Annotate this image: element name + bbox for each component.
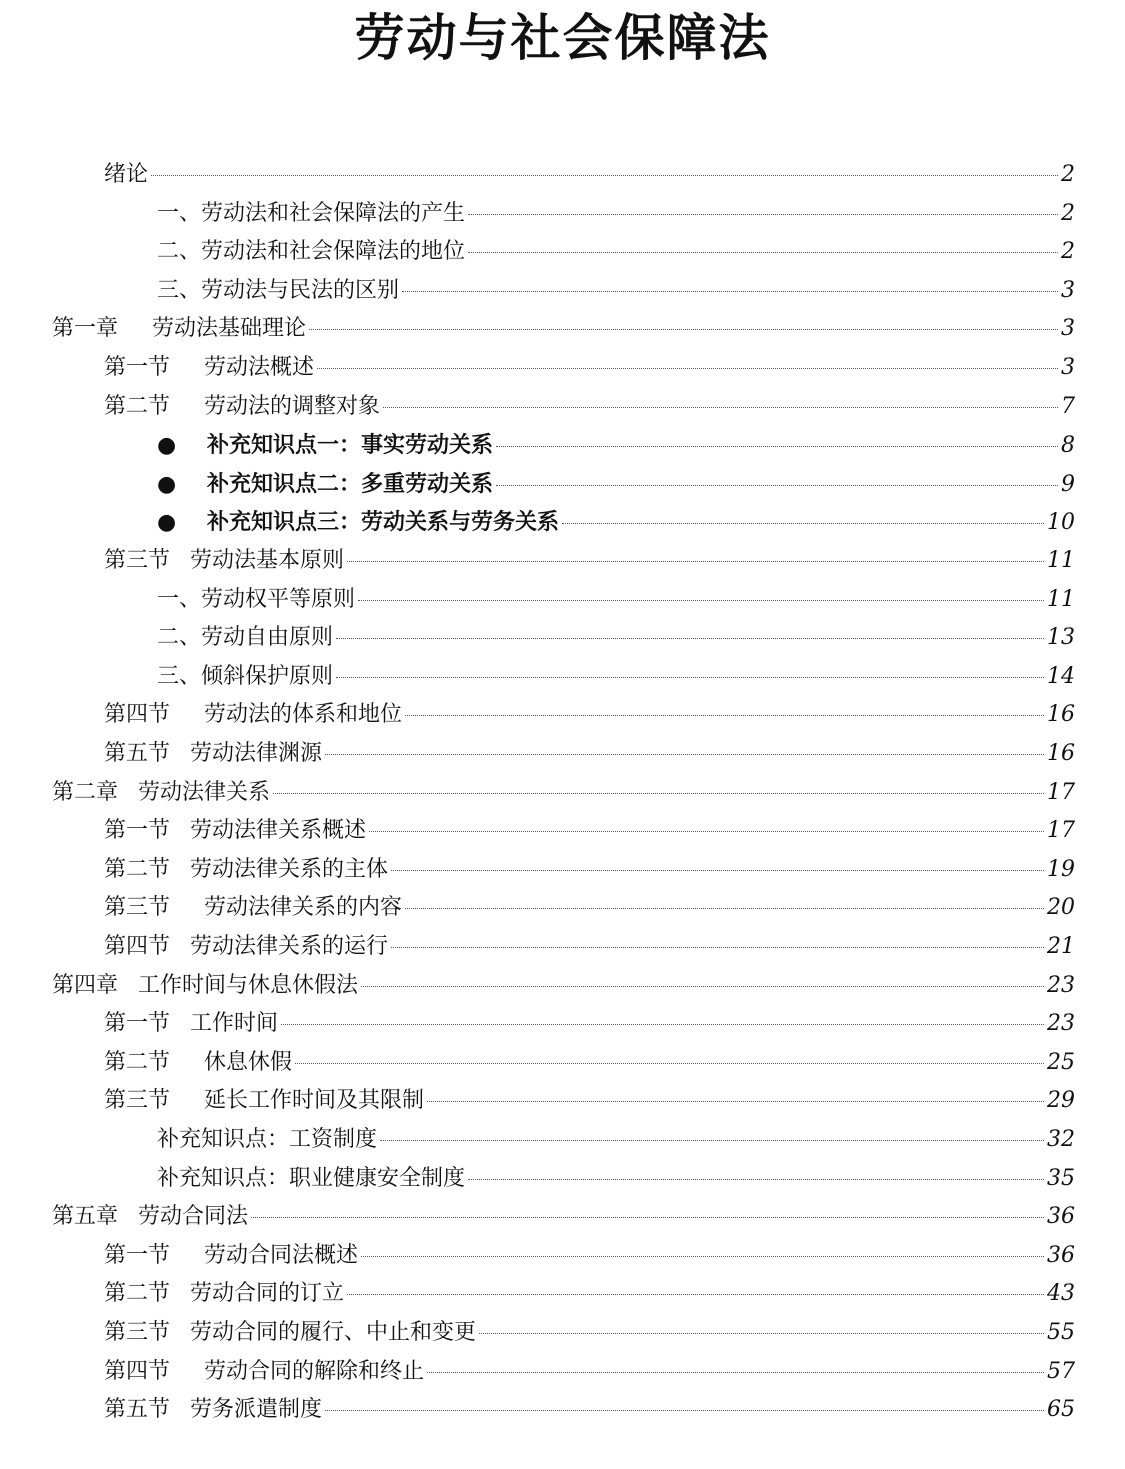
- toc-entry-prefix: 第二节: [104, 1049, 171, 1075]
- toc-entry-prefix: 第三节: [104, 548, 171, 573]
- toc-entry[interactable]: [104, 893, 1075, 932]
- toc-entry[interactable]: [157, 430, 1075, 469]
- toc-entry[interactable]: [104, 353, 1075, 392]
- dot-leader: [361, 986, 1044, 987]
- dot-leader: [562, 523, 1044, 524]
- dot-leader: [295, 1063, 1044, 1064]
- dot-leader: [325, 1410, 1044, 1411]
- toc-entry[interactable]: [104, 392, 1075, 431]
- toc-entry-page: 16: [1047, 741, 1075, 766]
- toc-entry[interactable]: [104, 1357, 1075, 1396]
- toc-entry-page: 11: [1047, 548, 1075, 573]
- dot-leader: [479, 1333, 1044, 1334]
- toc-entry[interactable]: [52, 971, 1075, 1010]
- toc-entry-prefix: 第三节: [104, 1320, 171, 1345]
- toc-entry[interactable]: [157, 623, 1075, 662]
- toc-entry-page: 17: [1047, 818, 1075, 844]
- toc-entry-label: 三、倾斜保护原则: [157, 663, 334, 689]
- toc-entry[interactable]: [104, 1279, 1075, 1318]
- toc-entry[interactable]: [104, 1048, 1075, 1087]
- toc-entry-prefix: 第四章: [52, 972, 119, 998]
- dot-leader: [251, 1217, 1044, 1218]
- dot-leader: [468, 1179, 1044, 1180]
- toc-entry[interactable]: [157, 662, 1075, 701]
- toc-entry[interactable]: [104, 700, 1075, 739]
- dot-leader: [361, 1256, 1044, 1257]
- toc-entry-page: 3: [1061, 316, 1075, 342]
- toc-entry[interactable]: [157, 237, 1075, 276]
- dot-leader: [402, 291, 1058, 292]
- toc-entry-label: 劳动法基本原则: [190, 548, 345, 573]
- toc-entry-label: 劳动法律关系概述: [190, 818, 367, 844]
- toc-entry-prefix: 第四节: [104, 934, 171, 959]
- toc-entry-prefix: 第二节: [104, 1281, 171, 1307]
- toc-entry-label: 劳动法的体系和地位: [204, 702, 403, 728]
- dot-leader: [347, 1294, 1044, 1295]
- toc-entry[interactable]: [104, 546, 1075, 585]
- toc-entry-prefix: 第一节: [104, 818, 171, 844]
- toc-entry-prefix: 第三节: [104, 895, 171, 921]
- toc-entry-label: 工作时间: [190, 1011, 279, 1037]
- toc-entry-prefix: 第四节: [104, 702, 171, 728]
- toc-entry-label: 劳动合同的订立: [190, 1281, 345, 1307]
- toc-entry[interactable]: [52, 1202, 1075, 1241]
- toc-entry-prefix: 第一节: [104, 1011, 171, 1037]
- toc-entry-prefix: 第四节: [104, 1358, 171, 1384]
- document-title: 劳动与社会保障法: [354, 8, 771, 67]
- toc-entry[interactable]: [104, 739, 1075, 778]
- toc-entry-page: 43: [1047, 1281, 1075, 1307]
- toc-entry-prefix: 第一节: [104, 1242, 171, 1268]
- toc-entry-page: 9: [1061, 471, 1075, 497]
- toc-entry[interactable]: [52, 314, 1075, 353]
- dot-leader: [496, 485, 1058, 486]
- toc-entry[interactable]: [157, 1125, 1075, 1164]
- toc-entry-page: 3: [1061, 355, 1075, 380]
- toc-entry[interactable]: [52, 778, 1075, 817]
- toc-entry-label: 劳动法基础理论: [152, 316, 307, 342]
- toc-entry[interactable]: [157, 585, 1075, 624]
- toc-entry-prefix: 第一节: [104, 355, 171, 380]
- toc-entry-label: 二、劳动法和社会保障法的地位: [157, 239, 466, 265]
- toc-entry-page: 23: [1047, 972, 1075, 998]
- toc-entry-label: 绪论: [104, 162, 149, 187]
- toc-entry-prefix: 第一章: [52, 316, 119, 342]
- toc-entry-page: 29: [1047, 1088, 1075, 1114]
- toc-entry-label: 二、劳动自由原则: [157, 625, 334, 651]
- dot-leader: [405, 908, 1044, 909]
- toc-entry-page: 19: [1047, 856, 1075, 882]
- dot-leader: [273, 793, 1044, 794]
- dot-leader: [358, 600, 1044, 601]
- toc-entry-label: 劳动法律渊源: [190, 741, 323, 766]
- dot-leader: [496, 446, 1058, 447]
- toc-entry-label: 劳动法的调整对象: [204, 393, 381, 419]
- toc-entry[interactable]: [104, 932, 1075, 971]
- toc-entry[interactable]: [157, 276, 1075, 315]
- dot-leader: [151, 175, 1058, 176]
- toc-entry-page: 65: [1047, 1397, 1075, 1423]
- toc-entry-label: 补充知识点一：事实劳动关系: [207, 432, 494, 459]
- toc-entry-page: 2: [1061, 162, 1075, 187]
- toc-entry-label: 劳动法律关系: [138, 779, 271, 805]
- toc-entry-prefix: 第三节: [104, 1088, 171, 1114]
- dot-leader: [405, 715, 1044, 716]
- bullet-icon: ●: [157, 471, 177, 497]
- toc-entry-page: 32: [1047, 1127, 1075, 1152]
- toc-entry-page: 7: [1061, 393, 1075, 419]
- toc-entry-label: 一、劳动权平等原则: [157, 586, 356, 612]
- toc-entry-page: 55: [1047, 1320, 1075, 1345]
- toc-entry-prefix: 第五节: [104, 741, 171, 766]
- dot-leader: [391, 947, 1044, 948]
- toc-entry[interactable]: [157, 469, 1075, 508]
- dot-leader: [317, 368, 1058, 369]
- toc-entry-page: 2: [1061, 239, 1075, 265]
- toc-entry-prefix: 第二节: [104, 856, 171, 882]
- toc-entry[interactable]: [104, 816, 1075, 855]
- toc-entry-page: 21: [1047, 934, 1075, 959]
- dot-leader: [427, 1101, 1044, 1102]
- toc-entry[interactable]: [104, 160, 1075, 199]
- toc-entry-prefix: 第二节: [104, 393, 171, 419]
- toc-entry[interactable]: [104, 1395, 1075, 1434]
- toc-entry-prefix: 第五节: [104, 1397, 171, 1423]
- toc-entry-page: 20: [1047, 895, 1075, 921]
- toc-entry-label: 补充知识点二：多重劳动关系: [207, 470, 494, 497]
- toc-entry-page: 14: [1047, 663, 1075, 689]
- toc-entry-label: 补充知识点：工资制度: [157, 1127, 378, 1152]
- toc-entry-page: 36: [1047, 1204, 1075, 1230]
- toc-entry-prefix: 第五章: [52, 1204, 119, 1230]
- toc-entry-label: 休息休假: [204, 1049, 293, 1075]
- dot-leader: [325, 754, 1044, 755]
- bullet-icon: ●: [157, 510, 177, 536]
- dot-leader: [391, 870, 1044, 871]
- toc-entry[interactable]: [157, 507, 1075, 546]
- toc-entry-label: 劳动合同的履行、中止和变更: [190, 1320, 477, 1345]
- toc-entry-page: 2: [1061, 200, 1075, 226]
- toc-entry-page: 16: [1047, 702, 1075, 728]
- toc-entry-page: 8: [1061, 433, 1075, 459]
- dot-leader: [336, 638, 1044, 639]
- toc-entry-label: 劳动法概述: [204, 355, 315, 380]
- dot-leader: [309, 329, 1058, 330]
- toc-entry-label: 三、劳动法与民法的区别: [157, 277, 400, 303]
- dot-leader: [427, 1372, 1044, 1373]
- toc-entry-page: 35: [1047, 1165, 1075, 1191]
- dot-leader: [383, 407, 1058, 408]
- dot-leader: [468, 214, 1058, 215]
- toc-entry-label: 劳动合同法: [138, 1204, 249, 1230]
- toc-entry-page: 23: [1047, 1011, 1075, 1037]
- toc-entry-label: 劳务派遣制度: [190, 1397, 323, 1423]
- bullet-icon: ●: [157, 433, 177, 459]
- toc-entry[interactable]: [104, 1318, 1075, 1357]
- dot-leader: [369, 831, 1044, 832]
- toc-entry-label: 劳动法律关系的内容: [204, 895, 403, 921]
- toc-entry-label: 一、劳动法和社会保障法的产生: [157, 200, 466, 226]
- dot-leader: [347, 561, 1044, 562]
- toc-entry-label: 补充知识点：职业健康安全制度: [157, 1165, 466, 1191]
- toc-entry-page: 11: [1047, 586, 1075, 612]
- toc-entry-label: 劳动法律关系的主体: [190, 856, 389, 882]
- dot-leader: [468, 252, 1058, 253]
- toc-entry-page: 10: [1047, 510, 1075, 536]
- toc-entry-label: 劳动法律关系的运行: [190, 934, 389, 959]
- toc-entry-page: 13: [1047, 625, 1075, 651]
- toc-entry[interactable]: [104, 1241, 1075, 1280]
- toc-entry[interactable]: [157, 199, 1075, 238]
- toc-entry[interactable]: [104, 855, 1075, 894]
- toc-entry-label: 劳动合同法概述: [204, 1242, 359, 1268]
- toc-entry[interactable]: [104, 1009, 1075, 1048]
- dot-leader: [336, 677, 1044, 678]
- toc-entry-label: 工作时间与休息休假法: [138, 972, 359, 998]
- toc-entry-prefix: 第二章: [52, 779, 119, 805]
- toc-entry-page: 57: [1047, 1358, 1075, 1384]
- toc-entry-label: 补充知识点三：劳动关系与劳务关系: [207, 509, 560, 536]
- toc-entry-label: 延长工作时间及其限制: [204, 1088, 425, 1114]
- toc-entry-page: 17: [1047, 779, 1075, 805]
- toc-entry[interactable]: [157, 1164, 1075, 1203]
- dot-leader: [281, 1024, 1044, 1025]
- toc-entry-page: 36: [1047, 1242, 1075, 1268]
- dot-leader: [380, 1140, 1044, 1141]
- toc-entry[interactable]: [104, 1086, 1075, 1125]
- toc-entry-page: 3: [1061, 277, 1075, 303]
- toc-entry-page: 25: [1047, 1049, 1075, 1075]
- toc-entry-label: 劳动合同的解除和终止: [204, 1358, 425, 1384]
